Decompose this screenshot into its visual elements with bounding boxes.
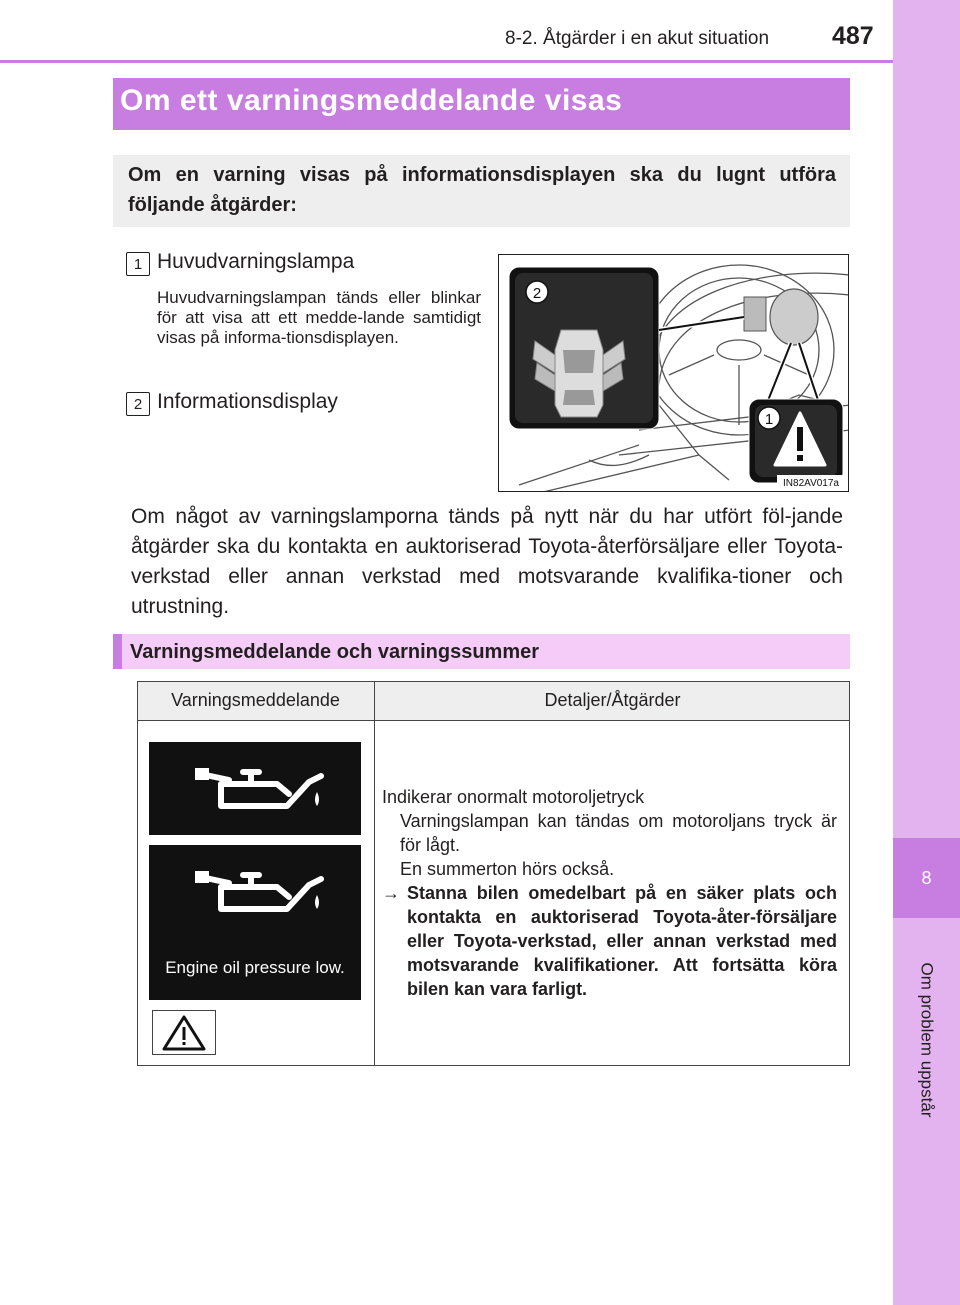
action-arrow: → <box>382 883 400 903</box>
follow-up-paragraph: Om något av varningslamporna tänds på nytt när du har utfört föl-jande åtgärder ska du kontakta en auktoriserad Toyota-återförsäljare eller Toyota-verkstad eller annan verkstad med motsvarande kvalifika-tioner och utrustning. <box>131 505 843 618</box>
dashboard-illustration <box>498 254 849 492</box>
callout-2-label: 2 <box>532 285 542 302</box>
details-line-1: Varningslampan kan tändas om motoroljans tryck är för lågt. <box>400 811 837 855</box>
details-line-2: En summerton hörs också. <box>400 859 615 879</box>
item-1-label: Huvudvarningslampa <box>157 250 355 273</box>
screen-message: Engine oil pressure low. <box>165 958 345 977</box>
intro-text: Om en varning visas på informationsdisplayen ska du lugnt utföra följande åtgärder: <box>128 164 836 216</box>
section-header: 8-2. Åtgärder i en akut situation <box>505 28 770 49</box>
item-2-number-badge: 2 <box>126 392 150 416</box>
table-header-details: Detaljer/Åtgärder <box>544 690 681 710</box>
subheading-accent <box>113 634 122 669</box>
page-title: Om ett varningsmeddelande visas <box>120 84 623 117</box>
details-action: Stanna bilen omedelbart på en säker plats och kontakta en auktoriserad Toyota-åter-försäljare eller Toyota-verkstad, eller annan verkstad med motsvarande kvalifikationer. Att fortsätta köra bilen kan vara farligt. <box>407 883 837 999</box>
oil-pressure-warning-light <box>149 742 361 835</box>
master-warning-box <box>152 1010 216 1055</box>
table-column-divider <box>374 681 375 1066</box>
item-1-number-badge: 1 <box>126 252 150 276</box>
callout-1-label: 1 <box>764 411 774 428</box>
header-divider <box>0 60 893 63</box>
page-number: 487 <box>832 22 874 50</box>
meter-highlight <box>770 289 818 345</box>
table-header-message: Varningsmeddelande <box>171 690 340 710</box>
oil-can-icon <box>149 742 361 835</box>
dashboard-drawing <box>499 255 849 492</box>
chapter-number-tab[interactable] <box>893 838 960 918</box>
item-1-description: Huvudvarningslampan tänds eller blinkar för att visa att ett medde-lande samtidigt visas på informa-tionsdisplayen. <box>157 288 481 347</box>
details-title: Indikerar onormalt motoroljetryck <box>382 787 645 807</box>
subheading: Varningsmeddelande och varningssummer <box>130 641 540 663</box>
item-2-label: Informationsdisplay <box>157 390 338 413</box>
chapter-title: Om problem uppstår <box>917 962 937 1118</box>
warning-triangle-icon <box>160 1013 208 1053</box>
illustration-code: IN82AV017a <box>783 478 839 489</box>
chapter-title-tab[interactable] <box>893 925 960 1155</box>
chapter-number: 8 <box>921 867 932 888</box>
